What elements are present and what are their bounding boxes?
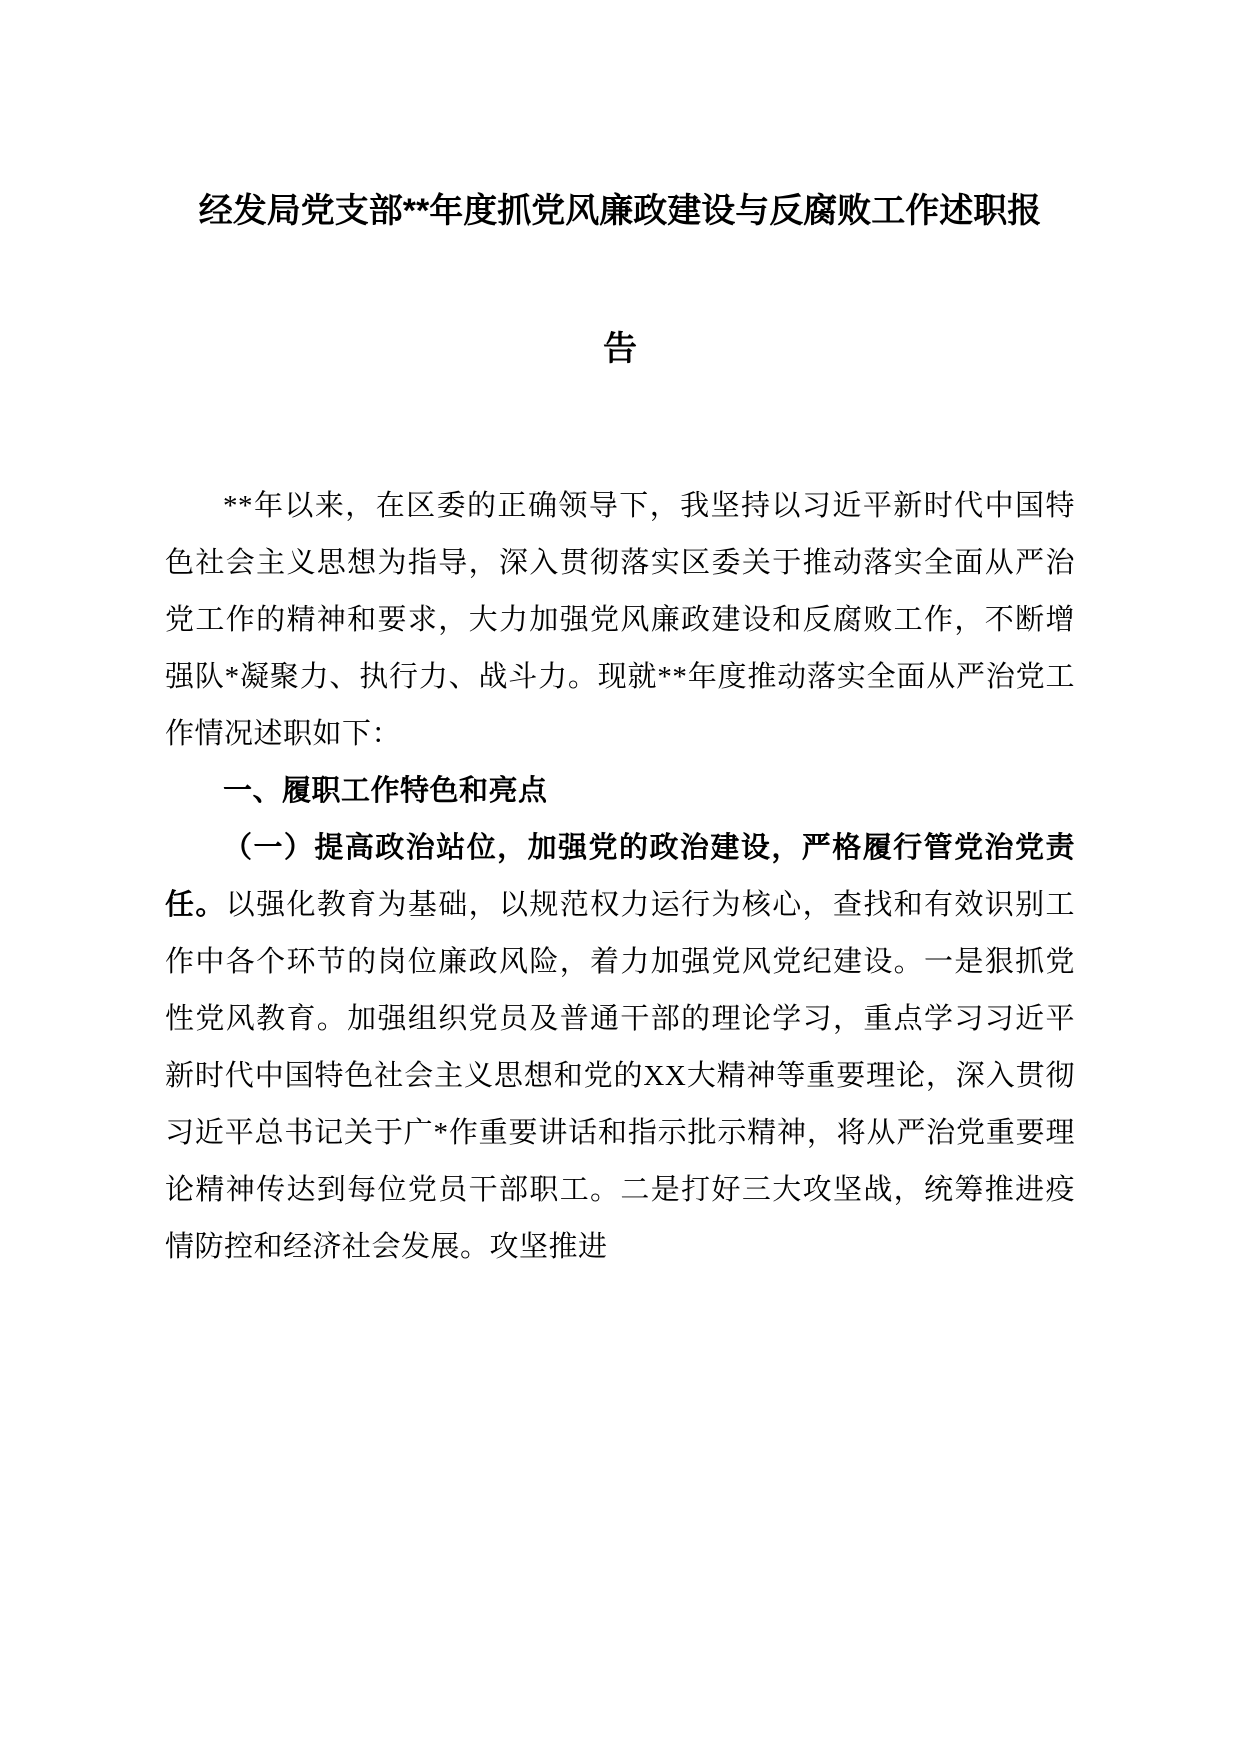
intro-paragraph xyxy=(165,478,1075,763)
text-run: 以强化教育为基础，以规范权力运行为核心，查找和有效识别工作中各个环节的岗位廉政风险，着力加强党风党纪建设。一是狠抓党性党风教育。加强组织党员及普通干部的理论学习，重点学习习近平新时代中国特色社会主义思想和党的XX大精神等重要理论，深入贯彻习近平总书记关于广*作重要讲话和指示批示精神，将从严治党重要理论精神传达到每位党员干部职工。二是打好三大攻坚战，统筹推进疫情防控和经济社会发展。攻坚推进 xyxy=(165,889,1075,1263)
text-run: 一、履职工作特色和亮点 xyxy=(223,775,548,807)
document-title xyxy=(165,190,1075,370)
title-line-1: 经发局党支部**年度抓党风廉政建设与反腐败工作述职报 xyxy=(198,192,1042,230)
title-line-2: 告 xyxy=(603,330,637,368)
text-run: （一）提高政治站位，加强党的政治建设，严格履行管党治党责任。 xyxy=(165,832,1075,921)
subsection-paragraph xyxy=(165,820,1075,1276)
section-heading xyxy=(165,763,1075,820)
document-body xyxy=(165,478,1075,1276)
text-run: **年以来，在区委的正确领导下，我坚持以习近平新时代中国特色社会主义思想为指导，深入贯彻落实区委关于推动落实全面从严治党工作的精神和要求，大力加强党风廉政建设和反腐败工作，不断增强队*凝聚力、执行力、战斗力。现就**年度推动落实全面从严治党工作情况述职如下： xyxy=(165,490,1075,750)
